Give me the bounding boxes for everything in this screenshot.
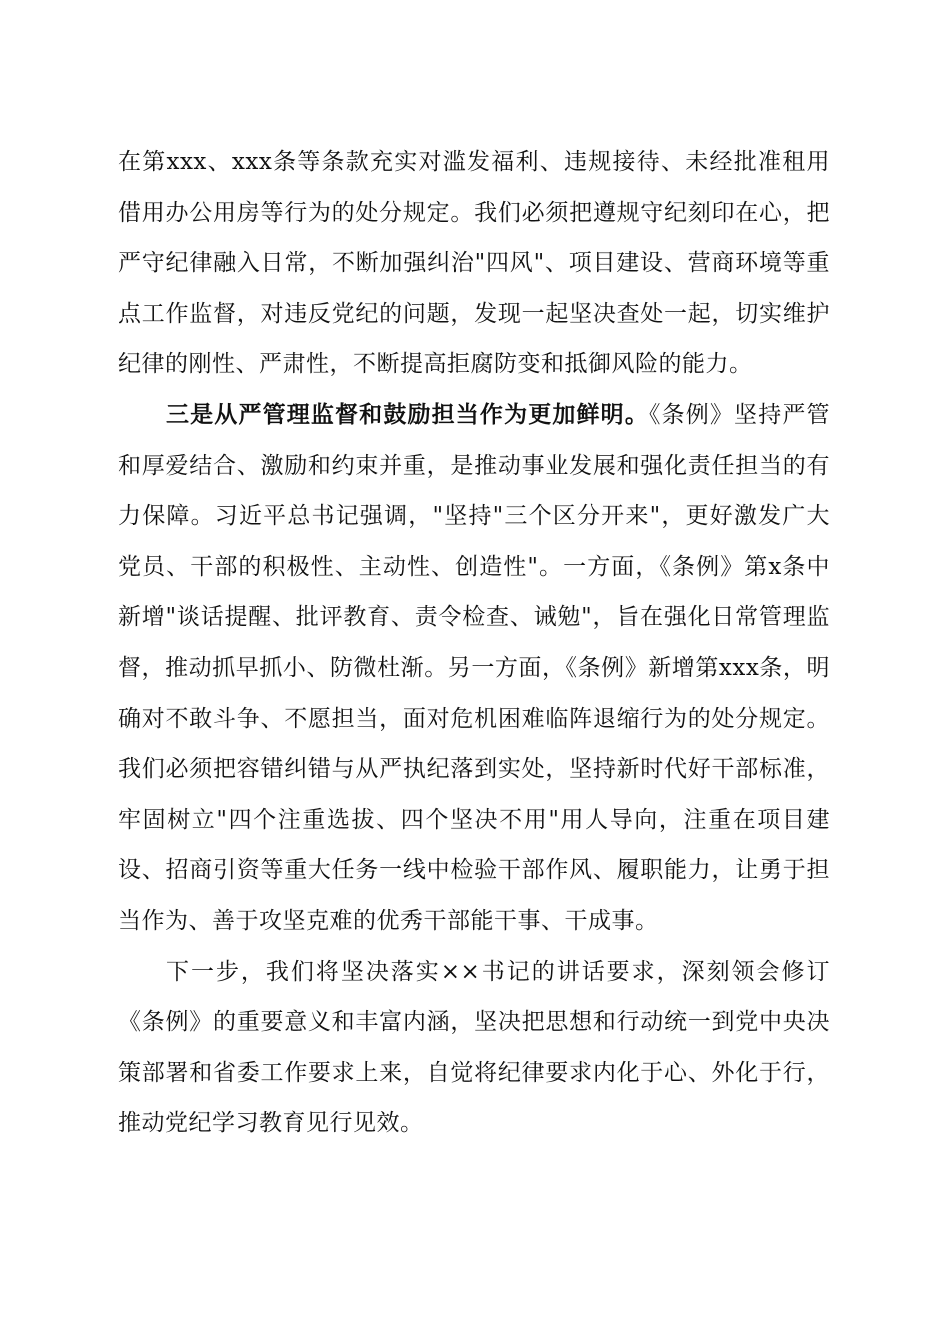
document-body (118, 137, 830, 1149)
paragraph-heading: 三是从严管理监督和鼓励担当作为更加鲜明。 (166, 400, 649, 428)
paragraph-point-three (118, 390, 830, 947)
paragraph-continuation (118, 137, 830, 390)
paragraph-text: 下一步，我们将坚决落实××书记的讲话要求，深刻领会修订《条例》的重要意义和丰富内涵，坚决把思想和行动统一到党中央决策部署和省委工作要求上来，自觉将纪律要求内化于心、外化于行，推动党纪学习教育见行见效。 (118, 958, 830, 1137)
paragraph-text: 在第xxx、xxx条等条款充实对滥发福利、违规接待、未经批准租用借用办公用房等行为的处分规定。我们必须把遵规守纪刻印在心，把严守纪律融入日常，不断加强纠治"四风"、项目建设、营商环境等重点工作监督，对违反党纪的问题，发现一起坚决查处一起，切实维护纪律的刚性、严肃性，不断提高拒腐防变和抵御风险的能力。 (118, 149, 830, 378)
paragraph-text: 《条例》坚持严管和厚爱结合、激励和约束并重，是推动事业发展和强化责任担当的有力保障。习近平总书记强调，"坚持"三个区分开来"，更好激发广大党员、干部的积极性、主动性、创造性"。一方面，《条例》第x条中新增"谈话提醒、批评教育、责令检查、诫勉"，旨在强化日常管理监督，推动抓早抓小、防微杜渐。另一方面，《条例》新增第xxx条，明确对不敢斗争、不愿担当，面对危机困难临阵退缩行为的处分规定。我们必须把容错纠错与从严执纪落到实处，坚持新时代好干部标准，牢固树立"四个注重选拔、四个坚决不用"用人导向，注重在项目建设、招商引资等重大任务一线中检验干部作风、履职能力，让勇于担当作为、善于攻坚克难的优秀干部能干事、干成事。 (118, 401, 831, 934)
paragraph-next-step (118, 947, 830, 1149)
